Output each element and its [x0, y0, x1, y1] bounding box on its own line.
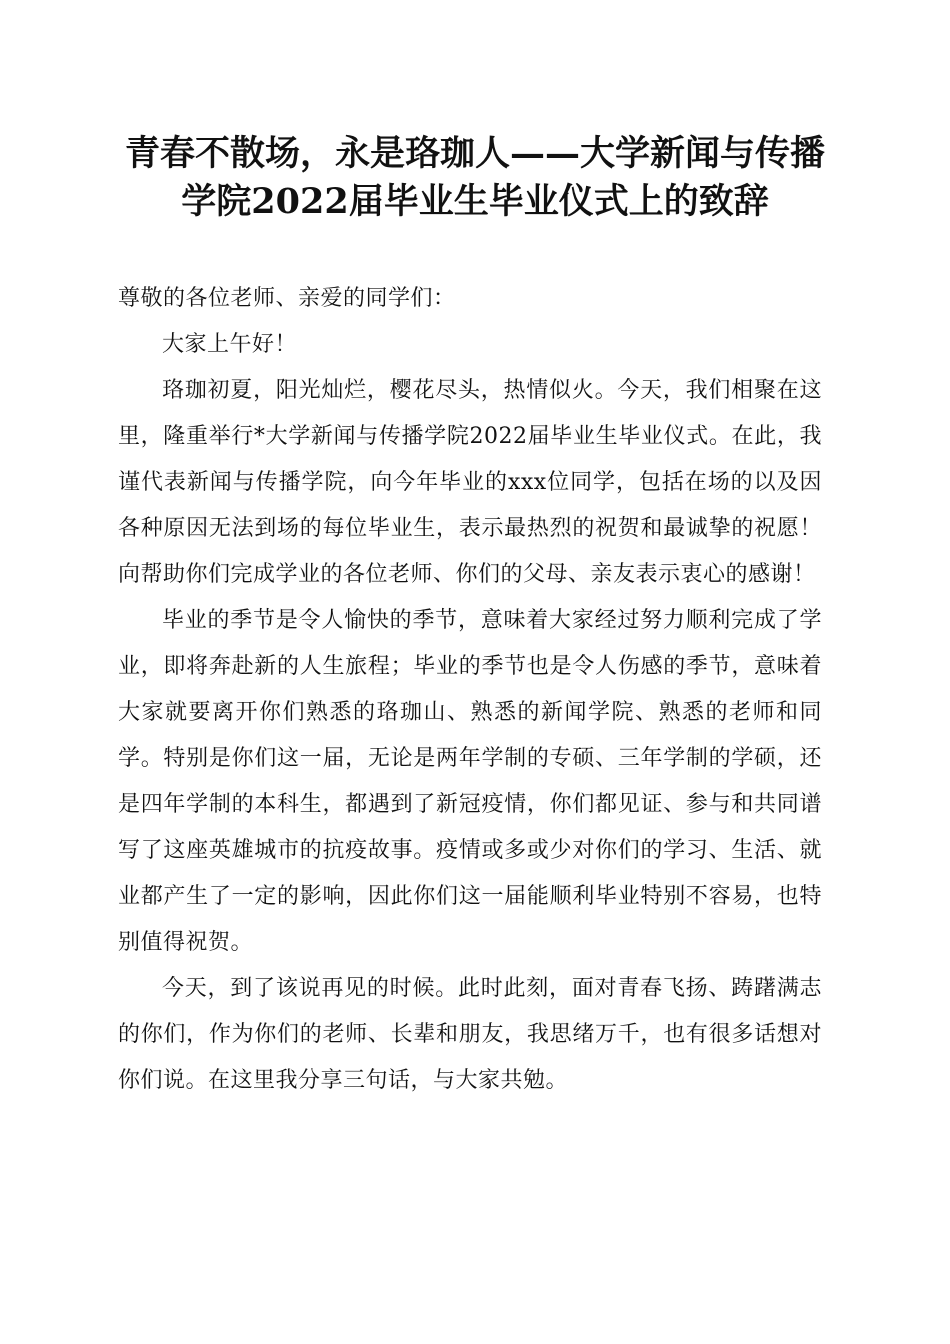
paragraph-graduation-season: 毕业的季节是令人愉快的季节，意味着大家经过努力顺利完成了学业，即将奔赴新的人生旅程；毕业的季节也是令人伤感的季节，意味着大家就要离开你们熟悉的珞珈山、熟悉的新闻学院、熟悉的老师和同学。特别是你们这一届，无论是两年学制的专硕、三年学制的学硕，还是四年学制的本科生，都遇到了新冠疫情，你们都见证、参与和共同谱写了这座英雄城市的抗疫故事。疫情或多或少对你们的学习、生活、就业都产生了一定的影响，因此你们这一届能顺利毕业特别不容易，也特别值得祝贺。: [118, 608, 822, 955]
title-line-2: 学院2022届毕业生毕业仪式上的致辞: [181, 181, 769, 222]
salutation: 尊敬的各位老师、亲爱的同学们：: [118, 286, 456, 311]
paragraph-farewell: 今天，到了该说再见的时候。此时此刻，面对青春飞扬、踌躇满志的你们，作为你们的老师、长辈和朋友，我思绪万千，也有很多话想对你们说。在这里我分享三句话，与大家共勉。: [118, 976, 822, 1093]
title-line-1: 青春不散场，永是珞珈人——大学新闻与传播: [124, 133, 825, 174]
greeting: 大家上午好！: [162, 332, 298, 357]
document-title: [110, 130, 840, 226]
document-body: [118, 276, 822, 1104]
paragraph-opening: 珞珈初夏，阳光灿烂，樱花尽头，热情似火。今天，我们相聚在这里，隆重举行*大学新闻与传播学院2022届毕业生毕业仪式。在此，我谨代表新闻与传播学院，向今年毕业的xxx位同学，包括在场的以及因各种原因无法到场的每位毕业生，表示最热烈的祝贺和最诚挚的祝愿！向帮助你们完成学业的各位老师、你们的父母、亲友表示衷心的感谢！: [118, 378, 822, 587]
